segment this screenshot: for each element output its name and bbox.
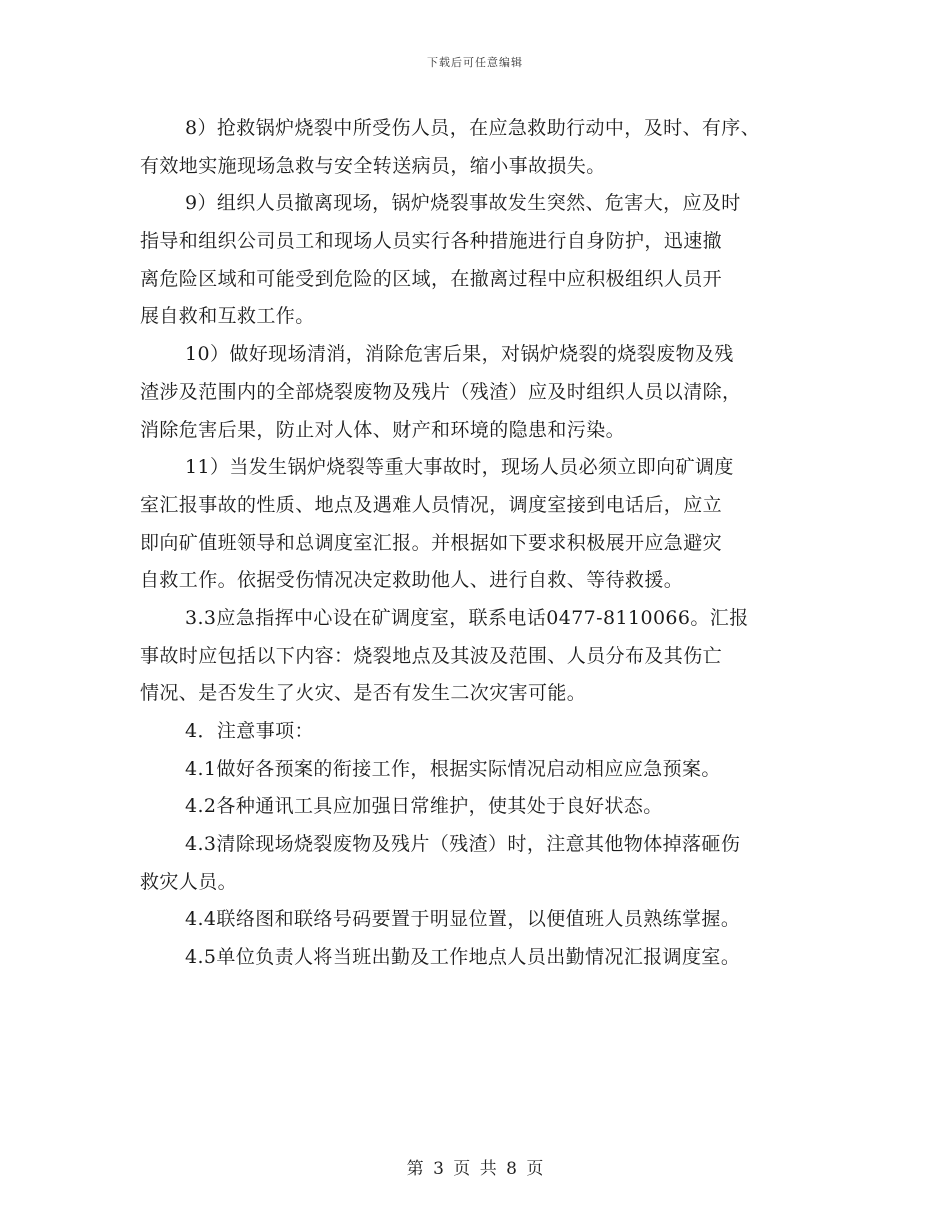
text-line: 救灾人员。 xyxy=(140,870,238,893)
page-header: 下载后可任意编辑 xyxy=(427,56,523,69)
paragraph-section-3-3 xyxy=(140,600,830,713)
text-line: 8）抢救锅炉烧裂中所受伤人员，在应急救助行动中，及时、有序、 xyxy=(185,117,761,139)
text-line: 4.5单位负责人将当班出勤及工作地点人员出勤情况汇报调度室。 xyxy=(185,946,741,969)
text-line: 10）做好现场清消，消除危害后果，对锅炉烧裂的烧裂废物及残 xyxy=(185,343,734,366)
text-line: 渣涉及范围内的全部烧裂废物及残片（残渣）应及时组织人员以清除， xyxy=(140,380,742,403)
paragraph-section-4-5 xyxy=(140,939,830,977)
paragraph-section-4-4 xyxy=(140,901,830,939)
text-line: 4.4联络图和联络号码要置于明显位置，以便值班人员熟练掌握。 xyxy=(185,908,741,931)
paragraph-item-10 xyxy=(140,336,830,449)
text-line: 3.3应急指挥中心设在矿调度室，联系电话0477-8110066。汇报 xyxy=(185,606,749,629)
paragraph-item-8 xyxy=(140,110,830,185)
text-line: 9）组织人员撤离现场，锅炉烧裂事故发生突然、危害大，应及时 xyxy=(185,192,741,215)
text-line: 自救工作。依据受伤情况决定救助他人、进行自救、等待救援。 xyxy=(140,569,684,592)
text-line: 即向矿值班领导和总调度室汇报。并根据如下要求积极展开应急避灾 xyxy=(140,531,723,554)
paragraph-section-4-2 xyxy=(140,788,830,826)
paragraph-item-9 xyxy=(140,185,830,336)
text-line: 事故时应包括以下内容：烧裂地点及其波及范围、人员分布及其伤亡 xyxy=(140,644,723,667)
text-line: 有效地实施现场急救与安全转送病员，缩小事故损失。 xyxy=(140,154,606,177)
text-line: 离危险区域和可能受到危险的区域，在撤离过程中应积极组织人员开 xyxy=(140,267,723,290)
text-line: 4．注意事项： xyxy=(185,720,314,742)
paragraph-item-11 xyxy=(140,449,830,600)
heading-section-4 xyxy=(140,713,830,751)
text-line: 11）当发生锅炉烧裂等重大事故时，现场人员必须立即向矿调度 xyxy=(185,456,734,479)
paragraph-section-4-1 xyxy=(140,751,830,789)
text-line: 情况、是否发生了火灾、是否有发生二次灾害可能。 xyxy=(140,682,587,705)
text-line: 指导和组织公司员工和现场人员实行各种措施进行自身防护，迅速撤 xyxy=(140,230,723,253)
text-line: 室汇报事故的性质、地点及遇难人员情况，调度室接到电话后，应立 xyxy=(140,493,723,516)
page-number-footer: 第 3 页 共 8 页 xyxy=(406,1159,544,1179)
paragraph-section-4-3 xyxy=(140,826,830,901)
text-line: 展自救和互救工作。 xyxy=(140,305,315,328)
text-line: 消除危害后果，防止对人体、财产和环境的隐患和污染。 xyxy=(140,418,626,441)
text-line: 4.1做好各预案的衔接工作，根据实际情况启动相应应急预案。 xyxy=(185,757,721,780)
text-line: 4.2各种通讯工具应加强日常维护，使其处于良好状态。 xyxy=(185,795,663,818)
text-line: 4.3清除现场烧裂废物及残片（残渣）时，注意其他物体掉落砸伤 xyxy=(185,833,741,856)
document-body xyxy=(140,110,830,977)
